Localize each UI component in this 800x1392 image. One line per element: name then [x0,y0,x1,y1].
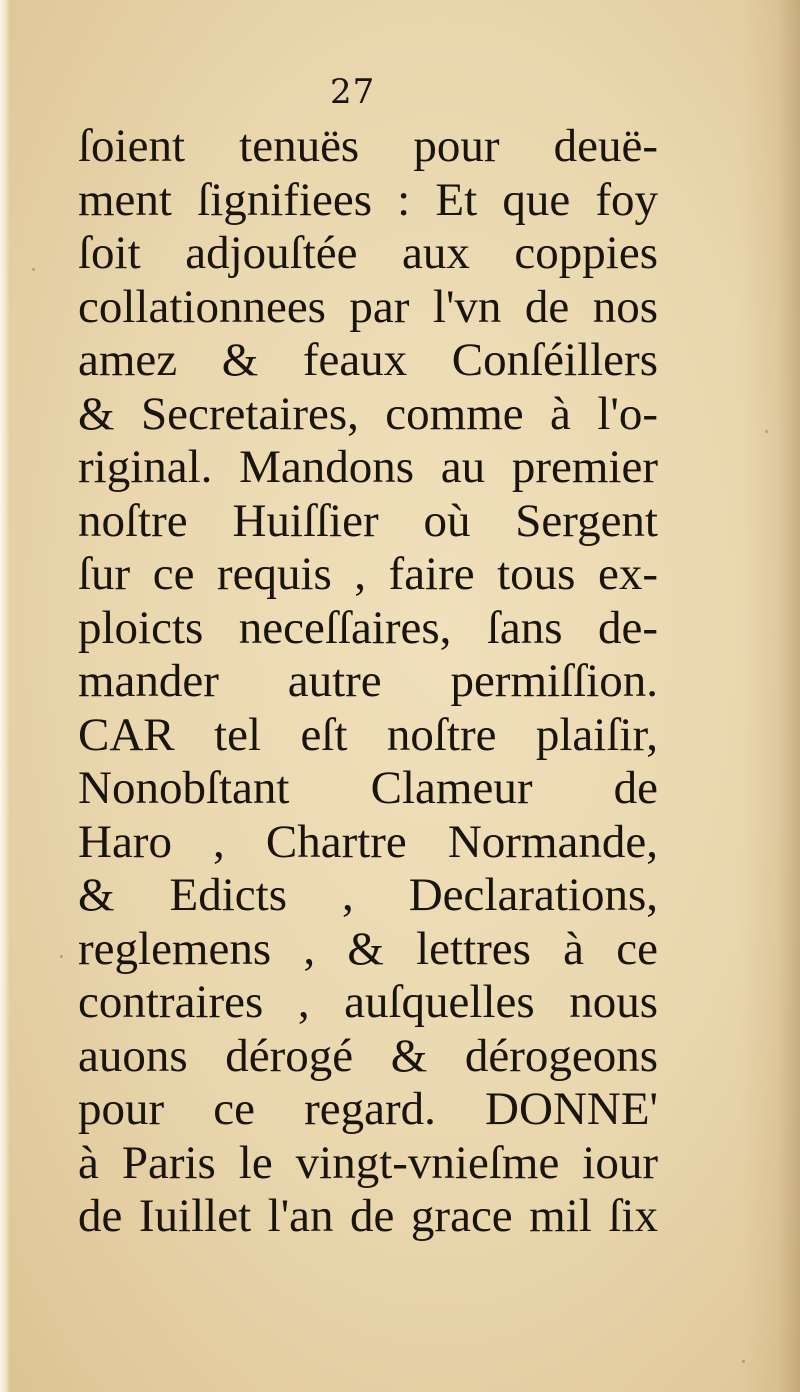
text-line: amez & feaux Conſéillers [78,334,658,386]
text-line: riginal. Mandons au premier [78,441,658,493]
text-line: à Paris le vingt-vnieſme iour [78,1136,658,1189]
text-line: Haro , Chartre Normande, [78,815,658,868]
text-line: Nonobſtant Clameur de [78,762,658,814]
body-text [78,120,658,1244]
text-line: ſoit adjouſtée aux coppies [78,227,658,279]
text-line: & Secretaires, comme à l'o- [78,387,658,440]
text-line: auons dérogé & dérogeons [78,1029,658,1082]
text-line: ploicts neceſſaires, ſans de- [78,601,658,654]
page-number: 27 [330,72,376,112]
paper-speck [32,268,35,271]
text-line: pour ce regard. DONNE' [78,1083,658,1135]
text-line: contraires , auſquelles nous [78,976,658,1028]
text-line: mander autre permiſſion. [78,655,658,707]
text-line: reglemens , & lettres à ce [78,922,658,975]
text-line: noſtre Huiſſier où Sergent [78,494,658,547]
paper-speck [765,430,768,433]
text-line: de Iuillet l'an de grace mil ſix [78,1190,658,1242]
text-line: collationnees par l'vn de nos [78,280,658,333]
page-left-edge [0,0,10,1392]
text-line: CAR tel eſt noſtre plaiſir, [78,708,658,761]
text-line: ſoient tenuës pour deuë- [78,120,658,172]
paper-speck [60,955,63,958]
paper-speck [742,1360,745,1363]
page-fold [778,0,800,1392]
text-line: ment ſignifiees : Et que foy [78,173,658,226]
text-line: ſur ce requis , faire tous ex- [78,548,658,600]
text-line: & Edicts , Declarations, [78,869,658,921]
